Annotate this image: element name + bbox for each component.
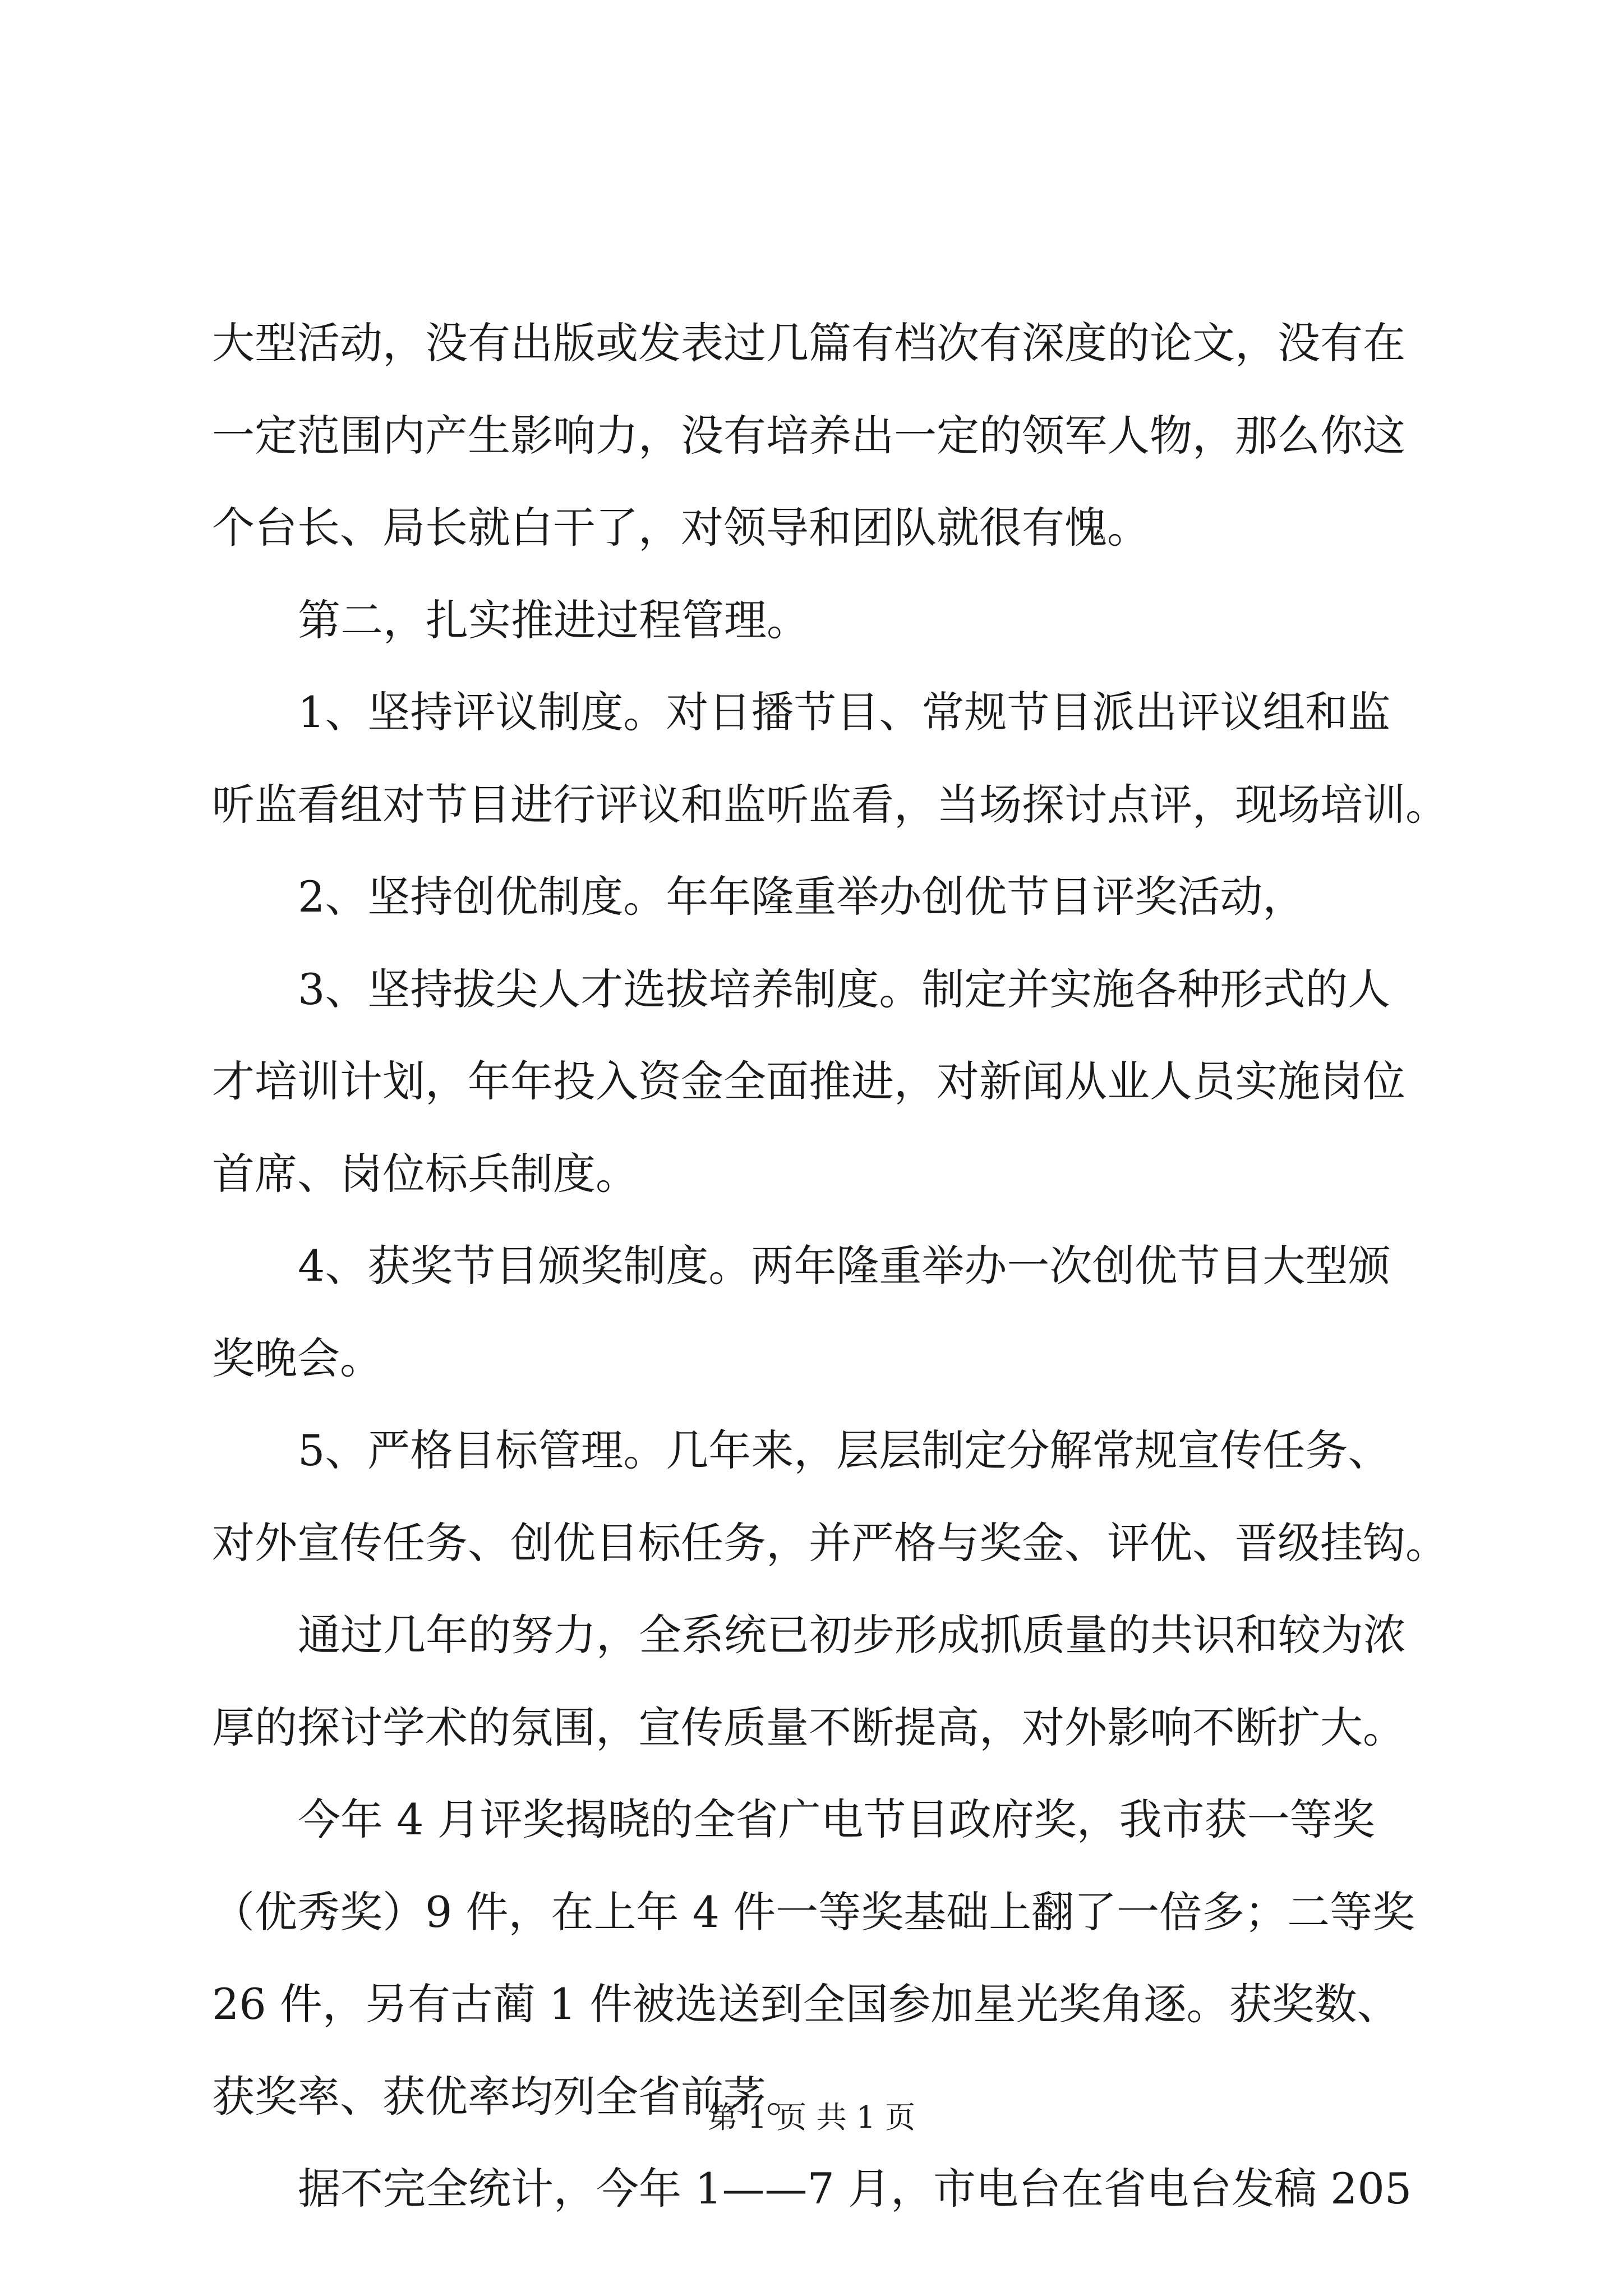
text-line: 获奖率、获优率均列全省前茅。 <box>212 2071 809 2122</box>
section-heading: 第二，扎实推进过程管理。 <box>298 595 809 645</box>
text-line: 1、坚持评议制度。对日播节目、常规节目派出评议组和监 <box>298 687 1391 737</box>
text-line: 才培训计划，年年投入资金全面推进，对新闻从业人员实施岗位 <box>212 1056 1405 1106</box>
text-line: 厚的探讨学术的氛围，宣传质量不断提高，对外影响不断扩大。 <box>212 1702 1405 1752</box>
text-line: 3、坚持拔尖人才选拔培养制度。制定并实施各种形式的人 <box>298 964 1391 1014</box>
text-line: 对外宣传任务、创优目标任务，并严格与奖金、评优、晋级挂钩。 <box>212 1517 1448 1568</box>
page-number-label: 第 1 页 共 1 页 <box>707 2100 916 2135</box>
text-line: 5、严格目标管理。几年来，层层制定分解常规宣传任务、 <box>298 1425 1391 1475</box>
text-line: 大型活动，没有出版或发表过几篇有档次有深度的论文，没有在 <box>212 318 1405 368</box>
text-line: 4、获奖节目颁奖制度。两年隆重举办一次创优节目大型颁 <box>298 1241 1391 1291</box>
text-line: 个台长、局长就白干了，对领导和团队就很有愧。 <box>212 503 1150 553</box>
text-line: 奖晚会。 <box>212 1333 382 1383</box>
text-line: 今年 4 月评奖揭晓的全省广电节目政府奖，我市获一等奖 <box>298 1795 1375 1844</box>
text-line: 首席、岗位标兵制度。 <box>212 1148 638 1199</box>
page-footer <box>0 2095 1623 2140</box>
document-body <box>212 297 1448 2235</box>
text-line: 据不完全统计，今年 1——7 月，市电台在省电台发稿 205 <box>298 2164 1412 2214</box>
text-line: 26 件，另有古蔺 1 件被选送到全国参加星光奖角逐。获奖数、 <box>212 1979 1400 2029</box>
text-line: 听监看组对节目进行评议和监听监看，当场探讨点评，现场培训。 <box>212 779 1448 830</box>
text-line: （优秀奖）9 件，在上年 4 件一等奖基础上翻了一倍多；二等奖 <box>212 1887 1415 1937</box>
text-line: 一定范围内产生影响力，没有培养出一定的领军人物，那么你这 <box>212 410 1405 461</box>
text-line: 通过几年的努力，全系统已初步形成抓质量的共识和较为浓 <box>298 1610 1406 1660</box>
text-line: 2、坚持创优制度。年年隆重举办创优节目评奖活动， <box>298 872 1306 922</box>
